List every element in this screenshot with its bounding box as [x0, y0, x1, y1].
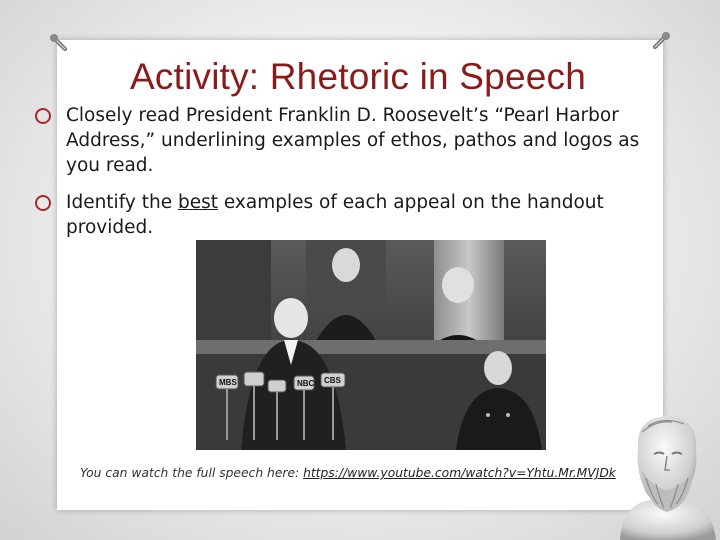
hollow-circle-bullet-icon [35, 108, 51, 124]
hollow-circle-bullet-icon [35, 195, 51, 211]
bullet-text-part: Identify the [66, 192, 178, 213]
pushpin-icon [650, 30, 672, 52]
bullet-item [35, 190, 675, 240]
mic-label: MBS [219, 378, 237, 387]
bullet-text: Closely read President Franklin D. Roosevelt’s “Pearl Harbor Address,” underlining examples of ethos, pathos and logos as you read. [66, 105, 640, 176]
bullet-item [35, 103, 675, 178]
youtube-link[interactable]: https://www.youtube.com/watch?v=Yhtu.Mr.MVJDk [303, 466, 616, 480]
mic-label: CBS [324, 376, 341, 385]
bullet-text-part: examples of each appeal on the handout provided. [66, 192, 604, 238]
mic-label: NBC [297, 379, 315, 388]
speech-caption [80, 466, 640, 480]
underlined-word: best [177, 192, 218, 213]
pushpin-icon [48, 32, 70, 54]
fdr-speech-photo [196, 240, 546, 450]
caption-text: You can watch the full speech here: [80, 466, 304, 480]
aristotle-bust-icon [612, 408, 720, 540]
slide-title: Activity: Rhetoric in Speech [130, 56, 586, 97]
bullet-text [35, 190, 675, 240]
